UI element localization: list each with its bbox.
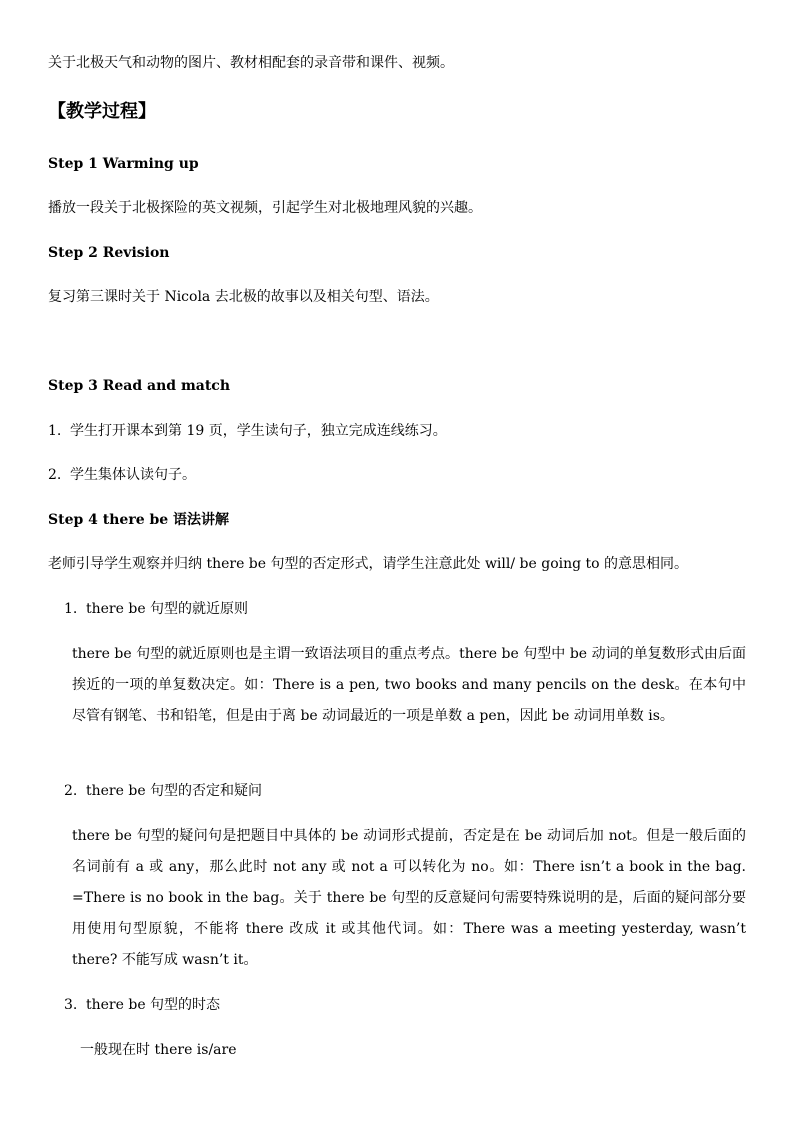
list-number: 1. — [64, 601, 78, 617]
section-2-title — [64, 781, 262, 801]
step2-text: 复习第三课时关于 Nicola 去北极的故事以及相关句型、语法。 — [48, 289, 439, 305]
step3-item-1 — [48, 421, 447, 441]
section-1-body: there be 句型的就近原则也是主谓一致语法项目的重点考点。there be 句型中 be 动词的单复数形式由后面挨近的一项的单复数决定。如：There is a pen, two books and many pencils on the desk。在本句中尽管有钢笔、书和铅笔，但是由于离 be 动词最近的一项是单数 a pen，因此 be 动词用单数 is。 — [72, 646, 746, 724]
step2-heading: Step 2 Revision — [48, 245, 170, 261]
list-number: 3. — [64, 997, 78, 1013]
step3-heading: Step 3 Read and match — [48, 378, 231, 394]
step1-text: 播放一段关于北极探险的英文视频，引起学生对北极地理风貌的兴趣。 — [48, 200, 482, 216]
section-3-line-1: 一般现在时 there is/are — [80, 1042, 237, 1058]
section-title-text: there be 句型的否定和疑问 — [86, 783, 263, 799]
list-item-text: 学生打开课本到第 19 页，学生读句子，独立完成连线练习。 — [70, 423, 447, 439]
step4-heading: Step 4 there be 语法讲解 — [48, 512, 230, 528]
step1-heading: Step 1 Warming up — [48, 156, 199, 172]
process-heading: 【教学过程】 — [48, 101, 156, 122]
section-title-text: there be 句型的就近原则 — [86, 601, 249, 617]
section-2-body: there be 句型的疑问句是把题目中具体的 be 动词形式提前，否定是在 be 动词后加 not。但是一般后面的名词前有 a 或 any，那么此时 not any 或 not a 可以转化为 no。如：There isn’t a book in the bag. =There is no book in the bag。关于 there be 句型的反意疑问句需要特殊说明的是，后面的疑问部分要用使用句型原貌，不能将 there 改成 it 或其他代词。如：There was a meeting yesterday, wasn’t there? 不能写成 wasn’t it。 — [72, 828, 746, 968]
list-number: 2. — [64, 783, 78, 799]
section-3-title — [64, 995, 220, 1015]
section-title-text: there be 句型的时态 — [86, 997, 221, 1013]
section-1-title — [64, 599, 248, 619]
step3-item-2 — [48, 465, 196, 485]
list-number: 2. — [48, 467, 62, 483]
list-item-text: 学生集体认读句子。 — [70, 467, 196, 483]
list-number: 1. — [48, 423, 62, 439]
materials-line: 关于北极天气和动物的图片、教材相配套的录音带和课件、视频。 — [48, 55, 454, 71]
step4-intro: 老师引导学生观察并归纳 there be 句型的否定形式，请学生注意此处 will/ be going to 的意思相同。 — [48, 556, 689, 572]
